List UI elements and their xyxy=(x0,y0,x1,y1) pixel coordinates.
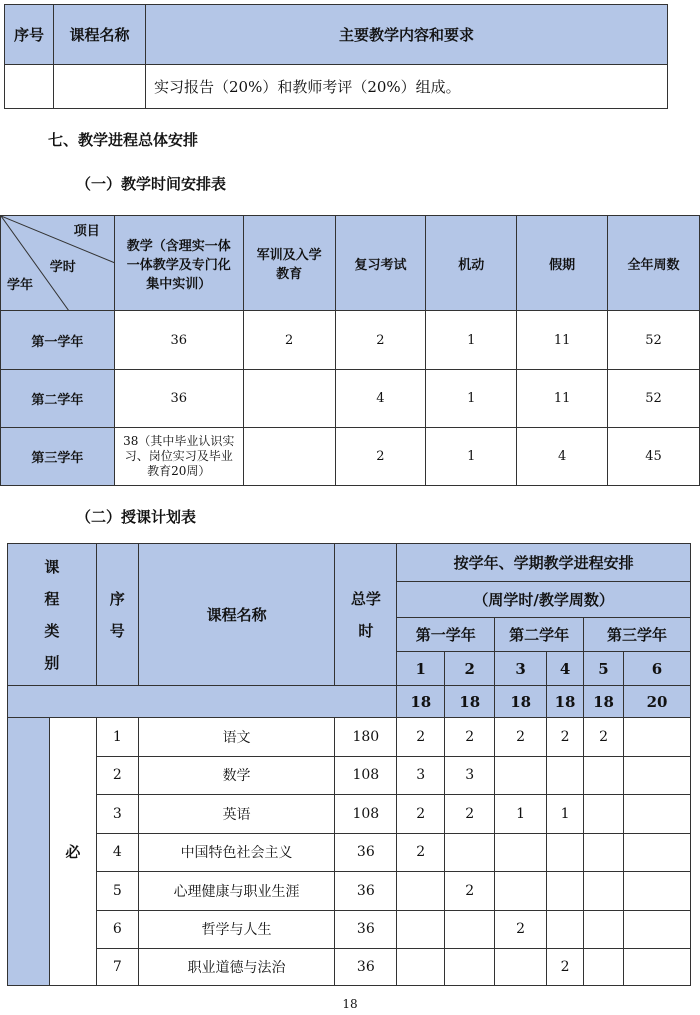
term-hours-cell: 2 xyxy=(547,949,584,986)
course-name: 职业道德与法治 xyxy=(138,949,335,986)
seq-char: 序 xyxy=(109,589,125,608)
table-row xyxy=(8,795,691,834)
hours-line: 总学 xyxy=(350,589,381,608)
hours-line: 时 xyxy=(358,621,374,640)
table-cell: 11 xyxy=(517,370,608,428)
header-category xyxy=(8,544,97,686)
header-weeks: 18 xyxy=(495,686,547,718)
course-name: 中国特色社会主义 xyxy=(138,833,335,872)
table-cell: 2 xyxy=(335,428,426,486)
table-cell: 36 xyxy=(114,311,243,370)
category-char: 别 xyxy=(44,653,60,672)
header-term: 3 xyxy=(495,652,547,686)
table-row xyxy=(8,910,691,949)
term-hours-cell xyxy=(547,756,584,795)
term-hours-cell xyxy=(495,949,547,986)
term-hours-cell: 3 xyxy=(445,756,495,795)
table-cell: 1 xyxy=(426,428,517,486)
cell-content: 实习报告（20%）和教师考评（20%）组成。 xyxy=(146,65,668,109)
section-title: 七、教学进程总体安排 xyxy=(48,131,199,149)
header-weeks: 18 xyxy=(584,686,624,718)
term-hours-cell xyxy=(584,872,624,911)
header-year-1: 第一学年 xyxy=(397,618,495,652)
table-row xyxy=(8,872,691,911)
category-outer-cell xyxy=(8,718,50,986)
table-row xyxy=(1,370,700,428)
header-content: 主要教学内容和要求 xyxy=(146,5,668,65)
term-hours-cell xyxy=(624,910,691,949)
course-seq: 7 xyxy=(96,949,138,986)
term-hours-cell xyxy=(445,949,495,986)
term-hours-cell: 2 xyxy=(397,718,445,757)
category-char: 程 xyxy=(44,589,60,608)
table-row xyxy=(8,949,691,986)
course-name: 心理健康与职业生涯 xyxy=(138,872,335,911)
header-weeks: 18 xyxy=(445,686,495,718)
term-hours-cell xyxy=(624,872,691,911)
term-hours-cell xyxy=(547,872,584,911)
header-year-3: 第三学年 xyxy=(584,618,691,652)
term-hours-cell xyxy=(584,795,624,834)
diagonal-header-cell xyxy=(1,216,115,311)
table-cell: 2 xyxy=(335,311,426,370)
course-seq: 5 xyxy=(96,872,138,911)
term-hours-cell xyxy=(397,949,445,986)
course-hours: 180 xyxy=(335,718,397,757)
header-review-exam: 复习考试 xyxy=(335,216,426,311)
category-char: 课 xyxy=(44,557,60,576)
table-row xyxy=(1,311,700,370)
term-hours-cell xyxy=(547,910,584,949)
term-hours-cell xyxy=(397,910,445,949)
course-name: 哲学与人生 xyxy=(138,910,335,949)
category-char: 类 xyxy=(44,621,60,640)
term-hours-cell xyxy=(495,833,547,872)
header-term: 4 xyxy=(547,652,584,686)
header-term: 6 xyxy=(624,652,691,686)
header-term: 2 xyxy=(445,652,495,686)
course-hours: 108 xyxy=(335,795,397,834)
subsection-title-plan: （二）授课计划表 xyxy=(76,508,197,526)
header-seq xyxy=(96,544,138,686)
term-hours-cell xyxy=(495,756,547,795)
header-course-name: 课程名称 xyxy=(138,544,335,686)
header-total-weeks: 全年周数 xyxy=(608,216,700,311)
cell-course-name xyxy=(54,65,146,109)
table-row xyxy=(8,718,691,757)
course-hours: 108 xyxy=(335,756,397,795)
term-hours-cell: 2 xyxy=(584,718,624,757)
course-seq: 4 xyxy=(96,833,138,872)
term-hours-cell: 2 xyxy=(397,833,445,872)
course-hours: 36 xyxy=(335,949,397,986)
subsection-title-schedule: （一）教学时间安排表 xyxy=(76,175,227,193)
table-row xyxy=(8,833,691,872)
term-hours-cell xyxy=(445,910,495,949)
course-name: 语文 xyxy=(138,718,335,757)
course-hours: 36 xyxy=(335,872,397,911)
header-teaching: 教学（含理实一体一体教学及专门化集中实训） xyxy=(114,216,243,311)
course-hours: 36 xyxy=(335,910,397,949)
term-hours-cell xyxy=(547,833,584,872)
header-term: 5 xyxy=(584,652,624,686)
header-weeks: 18 xyxy=(397,686,445,718)
header-year-2: 第二学年 xyxy=(495,618,584,652)
term-hours-cell xyxy=(445,833,495,872)
term-hours-cell: 2 xyxy=(445,795,495,834)
header-weeks-spacer xyxy=(8,686,397,718)
table-cell: 52 xyxy=(608,370,700,428)
table-cell: 11 xyxy=(517,311,608,370)
term-hours-cell: 2 xyxy=(495,910,547,949)
term-hours-cell xyxy=(624,756,691,795)
term-hours-cell: 1 xyxy=(495,795,547,834)
course-seq: 1 xyxy=(96,718,138,757)
seq-char: 号 xyxy=(109,621,125,640)
header-weeks: 18 xyxy=(547,686,584,718)
header-holiday: 假期 xyxy=(517,216,608,311)
page-number: 18 xyxy=(342,997,358,1011)
term-hours-cell xyxy=(584,756,624,795)
year-label: 第一学年 xyxy=(1,311,115,370)
course-plan-table xyxy=(7,543,691,986)
header-seq: 序号 xyxy=(5,5,54,65)
table-cell xyxy=(243,370,335,428)
header-plan-title: 按学年、学期教学进程安排 xyxy=(397,544,691,582)
term-hours-cell xyxy=(584,949,624,986)
teaching-time-table xyxy=(0,215,700,486)
term-hours-cell xyxy=(624,795,691,834)
table-cell: 1 xyxy=(426,311,517,370)
term-hours-cell xyxy=(584,910,624,949)
header-term: 1 xyxy=(397,652,445,686)
table-cell: 45 xyxy=(608,428,700,486)
table-row xyxy=(1,428,700,486)
term-hours-cell xyxy=(624,949,691,986)
term-hours-cell xyxy=(624,718,691,757)
table-cell: 2 xyxy=(243,311,335,370)
year-label: 第二学年 xyxy=(1,370,115,428)
table-cell: 4 xyxy=(335,370,426,428)
term-hours-cell: 1 xyxy=(547,795,584,834)
term-hours-cell: 2 xyxy=(495,718,547,757)
table-cell xyxy=(243,428,335,486)
term-hours-cell xyxy=(495,872,547,911)
table-cell: 4 xyxy=(517,428,608,486)
table-cell: 38（其中毕业认识实习、岗位实习及毕业教育20周） xyxy=(114,428,243,486)
term-hours-cell xyxy=(624,833,691,872)
term-hours-cell: 2 xyxy=(397,795,445,834)
category-group-label: 必 xyxy=(49,718,96,986)
table-cell: 52 xyxy=(608,311,700,370)
diag-label-year: 学年 xyxy=(7,278,34,293)
header-plan-subtitle: （周学时/教学周数） xyxy=(397,582,691,618)
term-hours-cell xyxy=(397,872,445,911)
term-hours-cell: 3 xyxy=(397,756,445,795)
course-seq: 3 xyxy=(96,795,138,834)
diag-label-item: 项目 xyxy=(73,224,100,239)
table-row xyxy=(8,756,691,795)
header-total-hours xyxy=(335,544,397,686)
course-hours: 36 xyxy=(335,833,397,872)
table-cell: 1 xyxy=(426,370,517,428)
header-course-name: 课程名称 xyxy=(54,5,146,65)
term-hours-cell: 2 xyxy=(445,872,495,911)
term-hours-cell: 2 xyxy=(547,718,584,757)
header-weeks: 20 xyxy=(624,686,691,718)
course-content-table xyxy=(4,4,668,109)
cell-seq xyxy=(5,65,54,109)
course-name: 英语 xyxy=(138,795,335,834)
term-hours-cell: 2 xyxy=(445,718,495,757)
header-military-training: 军训及入学教育 xyxy=(243,216,335,311)
term-hours-cell xyxy=(584,833,624,872)
course-seq: 2 xyxy=(96,756,138,795)
table-cell: 36 xyxy=(114,370,243,428)
course-name: 数学 xyxy=(138,756,335,795)
diag-label-hours: 学时 xyxy=(49,260,76,275)
year-label: 第三学年 xyxy=(1,428,115,486)
course-seq: 6 xyxy=(96,910,138,949)
header-flexible: 机动 xyxy=(426,216,517,311)
